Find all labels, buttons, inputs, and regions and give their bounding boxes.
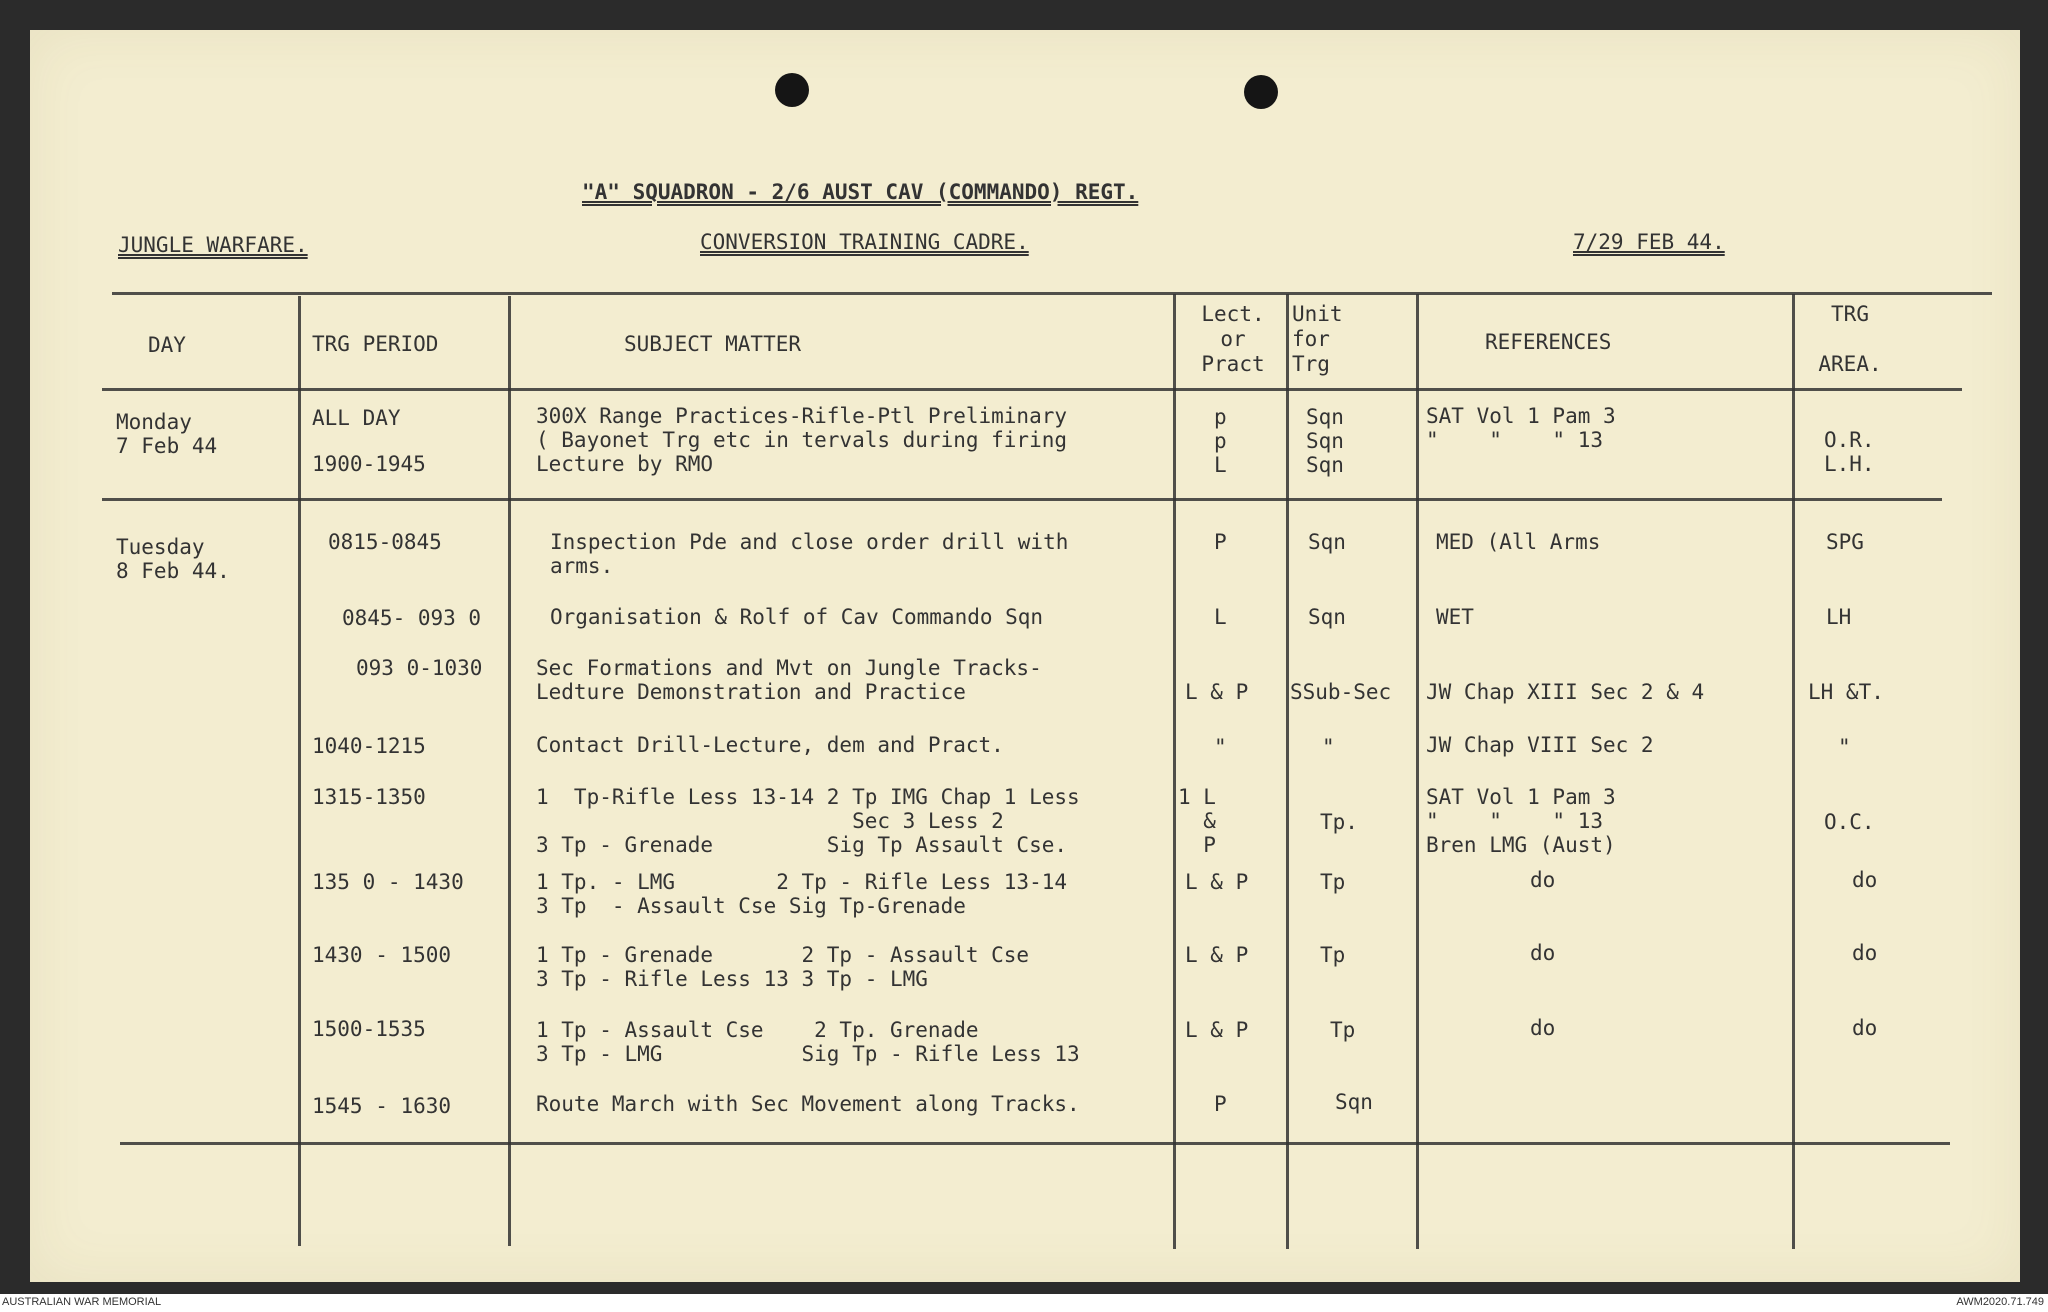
row-period: 093 0-1030 <box>356 656 483 680</box>
row-lect: L & P <box>1185 1018 1249 1042</box>
row-subject: Contact Drill-Lecture, dem and Pract. <box>536 733 1004 757</box>
row-unit: " <box>1322 735 1335 759</box>
row-lect: L & P <box>1185 680 1249 704</box>
col-divider <box>1416 294 1419 1249</box>
col-head-period: TRG PERIOD <box>312 332 439 356</box>
monday-area: O.R. L.H. <box>1824 428 1875 476</box>
row-refs: do <box>1530 941 1556 965</box>
row-period: 0815-0845 <box>328 530 442 554</box>
row-area: O.C. <box>1824 810 1875 834</box>
row-unit: Sqn <box>1335 1090 1373 1114</box>
row-refs: SAT Vol 1 Pam 3 " " " 13 Bren LMG (Aust) <box>1426 785 1616 857</box>
row-area: do <box>1852 1016 1878 1040</box>
row-refs: do <box>1530 868 1556 892</box>
row-unit: Tp <box>1320 943 1346 967</box>
row-refs: WET <box>1436 605 1474 629</box>
row-area: SPG <box>1826 530 1864 554</box>
col-head-day: DAY <box>148 333 186 357</box>
col-head-area: TRG AREA. <box>1818 302 1882 376</box>
footer-right: AWM2020.71.749 <box>1956 1296 2044 1308</box>
monday-unit: Sqn Sqn Sqn <box>1306 405 1344 477</box>
row-refs: do <box>1530 1016 1556 1040</box>
header-center: CONVERSION TRAINING CADRE. <box>700 230 1029 254</box>
row-period: 1500-1535 <box>312 1017 426 1041</box>
row-period: 1315-1350 <box>312 785 426 809</box>
row-unit: SSub-Sec <box>1290 680 1392 704</box>
row-area: LH &T. <box>1808 680 1884 704</box>
row-unit: Tp <box>1330 1018 1356 1042</box>
row-lect: " <box>1214 735 1227 759</box>
monday-period-allday: ALL DAY <box>312 406 401 430</box>
row-unit: Sqn <box>1308 605 1346 629</box>
row-area: " <box>1838 735 1851 759</box>
row-lect: P <box>1214 1092 1227 1116</box>
row-lect: P <box>1214 530 1227 554</box>
monday-period-evening: 1900-1945 <box>312 452 426 476</box>
row-lect: 1 L & P <box>1178 785 1216 857</box>
row-area: do <box>1852 941 1878 965</box>
row-lect: L <box>1214 605 1227 629</box>
row-lect: L & P <box>1185 943 1249 967</box>
monday-subject: 300X Range Practices-Rifle-Ptl Preliminary ( Bayonet Trg etc in tervals during firing Lecture by RMO <box>536 404 1068 476</box>
col-head-subject: SUBJECT MATTER <box>624 332 802 356</box>
col-divider <box>1173 294 1176 1249</box>
row-unit: Tp. <box>1320 810 1358 834</box>
col-head-refs: REFERENCES <box>1485 330 1612 354</box>
document-page <box>30 30 2020 1282</box>
punch-hole <box>775 73 809 107</box>
row-subject: Route March with Sec Movement along Tracks. <box>536 1092 1080 1116</box>
row-period: 0845- 093 0 <box>342 606 482 630</box>
header-left: JUNGLE WARFARE. <box>118 233 308 257</box>
col-divider <box>298 296 301 1246</box>
row-subject: Inspection Pde and close order drill with arms. <box>550 530 1069 578</box>
unit-title: "A" SQUADRON - 2/6 AUST CAV (COMMANDO) REGT. <box>582 180 1139 204</box>
col-head-unit: Unit for Trg <box>1292 302 1343 376</box>
row-subject: 1 Tp - Assault Cse 2 Tp. Grenade 3 Tp - LMG Sig Tp - Rifle Less 13 <box>536 1018 1080 1066</box>
table-top-line <box>112 292 1992 295</box>
row-subject: Sec Formations and Mvt on Jungle Tracks- Ledture Demonstration and Practice <box>536 656 1042 704</box>
row-lect: L & P <box>1185 870 1249 894</box>
row-period: 1040-1215 <box>312 734 426 758</box>
row-refs: JW Chap VIII Sec 2 <box>1426 733 1654 757</box>
row-subject: 1 Tp. - LMG 2 Tp - Rifle Less 13-14 3 Tp - Assault Cse Sig Tp-Grenade <box>536 870 1068 918</box>
footer-left: AUSTRALIAN WAR MEMORIAL <box>2 1296 162 1308</box>
row-unit: Tp <box>1320 870 1346 894</box>
row-subject: 1 Tp - Grenade 2 Tp - Assault Cse 3 Tp - Rifle Less 13 3 Tp - LMG <box>536 943 1030 991</box>
header-bottom-line <box>102 388 1962 391</box>
row-period: 135 0 - 1430 <box>312 870 464 894</box>
monday-day: Monday 7 Feb 44 <box>116 410 218 458</box>
row-period: 1430 - 1500 <box>312 943 452 967</box>
row-area: do <box>1852 868 1878 892</box>
tuesday-day: Tuesday 8 Feb 44. <box>116 535 230 583</box>
row-subject: Organisation & Rolf of Cav Commando Sqn <box>550 605 1044 629</box>
row-period: 1545 - 1630 <box>312 1094 452 1118</box>
monday-refs: SAT Vol 1 Pam 3 " " " 13 <box>1426 404 1616 452</box>
col-divider <box>1792 294 1795 1249</box>
row-refs: MED (All Arms <box>1436 530 1601 554</box>
table-bottom-line <box>120 1142 1950 1145</box>
monday-lect: p p L <box>1214 405 1227 477</box>
row-unit: Sqn <box>1308 530 1346 554</box>
col-head-lect: Lect. or Pract <box>1201 302 1265 376</box>
punch-hole <box>1244 75 1278 109</box>
monday-bottom-line <box>102 498 1942 501</box>
row-subject: 1 Tp-Rifle Less 13-14 2 Tp IMG Chap 1 Less Sec 3 Less 2 3 Tp - Grenade Sig Tp Assault Cse. <box>536 785 1080 857</box>
header-date: 7/29 FEB 44. <box>1573 230 1725 254</box>
row-refs: JW Chap XIII Sec 2 & 4 <box>1426 680 1705 704</box>
archive-footer <box>0 1294 2048 1312</box>
col-divider <box>508 296 511 1246</box>
col-divider <box>1286 294 1289 1249</box>
row-area: LH <box>1826 605 1852 629</box>
